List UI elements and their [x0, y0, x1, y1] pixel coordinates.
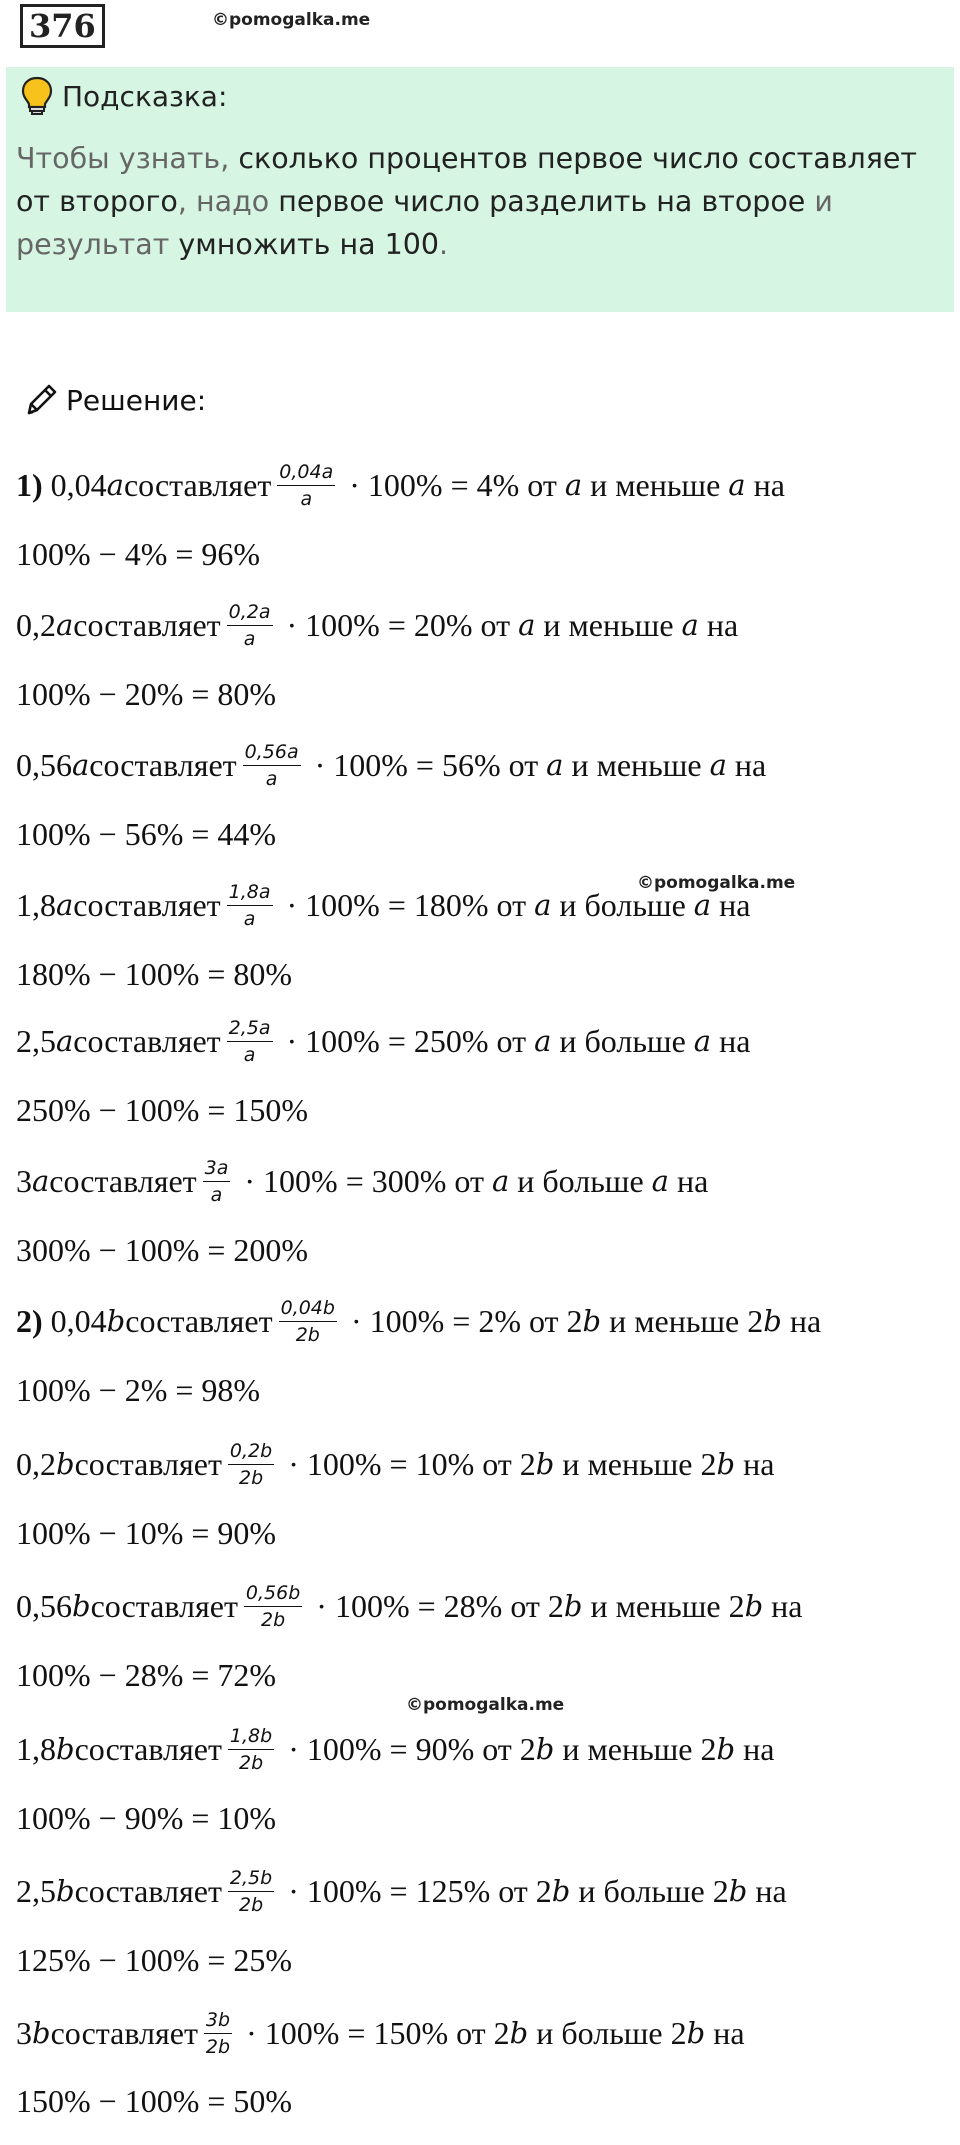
verb: составляет	[73, 886, 221, 923]
variable: b	[56, 1874, 75, 1908]
hint-box	[6, 67, 954, 312]
cmp-variable: b	[716, 1447, 736, 1481]
hint-emphasis: первое число разделить на второе	[278, 185, 806, 218]
fraction-numerator: 2,5a	[227, 1017, 273, 1042]
hint-header	[20, 76, 227, 116]
expression: · 100% = 180% от	[278, 886, 535, 923]
equation: 180% − 100% = 80%	[16, 955, 293, 992]
cmp-variable: a	[728, 468, 746, 502]
fraction	[227, 1017, 273, 1066]
solution-line	[16, 799, 276, 869]
variable: a	[72, 748, 90, 782]
hint-title: Подсказка:	[62, 79, 228, 113]
line-end: на	[726, 746, 767, 783]
fraction-numerator: 1,8b	[228, 1725, 274, 1750]
coefficient: 0,56	[16, 746, 72, 783]
coefficient: 0,2	[16, 606, 56, 643]
verb: составляет	[90, 1587, 238, 1624]
fraction-denominator: a	[243, 627, 256, 650]
line-end: на	[781, 1302, 822, 1339]
comparison: и больше	[551, 1022, 694, 1059]
line-end: на	[711, 886, 751, 923]
equation: 250% − 100% = 150%	[16, 1091, 309, 1128]
verb: составляет	[74, 1872, 222, 1909]
cmp-variable: b	[728, 1874, 748, 1908]
expression: · 100% = 4% от	[341, 466, 565, 503]
line-end: на	[711, 1022, 751, 1059]
coefficient: 2,5	[16, 1022, 56, 1059]
equation: 100% − 2% = 98%	[16, 1371, 261, 1408]
fraction-denominator: a	[300, 487, 313, 510]
cmp-coefficient: 2	[700, 1730, 717, 1767]
ref-coefficient: 2	[535, 1872, 552, 1909]
variable: a	[56, 1024, 74, 1058]
solution-line	[16, 1006, 750, 1076]
verb: составляет	[74, 1730, 222, 1767]
fraction-numerator: 0,04b	[279, 1297, 337, 1322]
fraction-denominator: 2b	[261, 1608, 286, 1631]
solution-line	[16, 590, 738, 660]
comparison: и меньше	[582, 1587, 729, 1624]
expression: · 100% = 20% от	[278, 606, 519, 643]
verb: составляет	[50, 2014, 198, 2051]
variable: b	[106, 1304, 126, 1338]
cmp-variable: a	[693, 1024, 712, 1058]
expression: · 100% = 28% от	[308, 1587, 548, 1624]
equation: 100% − 10% = 90%	[16, 1514, 277, 1551]
line-end: на	[763, 1587, 803, 1624]
fraction	[227, 601, 273, 650]
comparison: и меньше	[582, 466, 729, 503]
equation: 100% − 90% = 10%	[16, 1799, 277, 1836]
fraction-denominator: a	[210, 1183, 223, 1206]
equation: 125% − 100% = 25%	[16, 1941, 293, 1978]
fraction-denominator: a	[265, 767, 278, 790]
solution-line	[16, 1571, 803, 1641]
coefficient: 3	[16, 2014, 32, 2051]
verb: составляет	[125, 1302, 273, 1339]
fraction-denominator: 2b	[238, 1893, 264, 1916]
fraction-numerator: 0,2a	[227, 601, 273, 626]
line-end: на	[735, 1445, 775, 1482]
comparison: и меньше	[601, 1302, 748, 1339]
variable: b	[56, 1447, 75, 1481]
ref-variable: b	[535, 1732, 555, 1766]
fraction-numerator: 1,8a	[227, 881, 273, 906]
cmp-variable: b	[744, 1589, 764, 1623]
comparison: и больше	[509, 1162, 652, 1199]
coefficient: 1,8	[16, 1730, 56, 1767]
comparison: и меньше	[554, 1445, 701, 1482]
pencil-icon	[20, 380, 60, 420]
comparison: и больше	[551, 886, 694, 923]
ref-variable: b	[535, 1447, 555, 1481]
fraction-numerator: 2,5b	[228, 1867, 274, 1892]
solution-line	[16, 1856, 787, 1926]
fraction-numerator: 0,56b	[244, 1582, 302, 1607]
variable: b	[56, 1732, 75, 1766]
solution-line	[16, 1925, 292, 1995]
coefficient: 2,5	[16, 1872, 56, 1909]
fraction	[204, 2009, 232, 2058]
verb: составляет	[89, 746, 237, 783]
comparison: и больше	[570, 1872, 713, 1909]
equation: 100% − 28% = 72%	[16, 1656, 277, 1693]
variable: a	[32, 1164, 50, 1198]
hint-segment: Чтобы узнать,	[16, 142, 239, 175]
solution-line	[16, 659, 276, 729]
fraction	[203, 1157, 231, 1206]
solution-line	[16, 1714, 774, 1784]
solution-line	[16, 1146, 708, 1216]
expression: · 100% = 125% от	[280, 1872, 536, 1909]
solution-line	[16, 1355, 260, 1425]
fraction	[279, 1297, 337, 1346]
equation: 150% − 100% = 50%	[16, 2082, 293, 2119]
verb: составляет	[74, 1445, 222, 1482]
equation: 100% − 20% = 80%	[16, 675, 277, 712]
cmp-coefficient: 2	[700, 1445, 717, 1482]
ref-coefficient: 2	[547, 1587, 564, 1624]
ref-variable: b	[509, 2016, 529, 2050]
solution-line	[16, 1783, 276, 1853]
watermark: ©pomogalka.me	[212, 10, 371, 30]
ref-variable: a	[564, 468, 583, 502]
ref-variable: a	[534, 1024, 552, 1058]
fraction-denominator: 2b	[238, 1466, 264, 1489]
solution-line	[16, 1429, 774, 1499]
comparison: и больше	[528, 2014, 671, 2051]
equation: 100% − 56% = 44%	[16, 815, 277, 852]
solution-line	[16, 1498, 276, 1568]
fraction-numerator: 3b	[204, 2009, 232, 2034]
expression: · 100% = 250% от	[278, 1022, 535, 1059]
ref-variable: a	[518, 608, 536, 642]
equation: 100% − 4% = 96%	[16, 535, 261, 572]
variable: b	[72, 1589, 91, 1623]
cmp-coefficient: 2	[728, 1587, 745, 1624]
line-end: на	[705, 2014, 745, 2051]
fraction	[228, 1440, 274, 1489]
cmp-variable: a	[651, 1164, 669, 1198]
expression: · 100% = 90% от	[280, 1730, 520, 1767]
cmp-coefficient: 2	[747, 1302, 764, 1339]
solution-line	[16, 519, 260, 589]
expression: · 100% = 2% от	[342, 1302, 567, 1339]
cmp-coefficient: 2	[712, 1872, 729, 1909]
expression: · 100% = 56% от	[306, 746, 547, 783]
expression: · 100% = 10% от	[280, 1445, 520, 1482]
solution-line	[16, 1215, 308, 1285]
variable: a	[56, 888, 74, 922]
item-label: 2)	[16, 1302, 43, 1339]
solution-header	[20, 380, 206, 420]
comparison: и меньше	[554, 1730, 701, 1767]
hint-emphasis: умножить на 100	[178, 228, 440, 261]
fraction	[228, 1867, 274, 1916]
cmp-variable: a	[693, 888, 712, 922]
fraction-denominator: a	[243, 1043, 256, 1066]
cmp-variable: b	[686, 2016, 706, 2050]
solution-line	[16, 939, 292, 1009]
solution-title: Решение:	[66, 383, 207, 417]
fraction-denominator: 2b	[238, 1751, 264, 1774]
hint-emphasis: сколько процентов первое число составляет от второго	[16, 142, 917, 218]
solution-line	[16, 1998, 745, 2068]
variable: a	[56, 608, 74, 642]
ref-coefficient: 2	[566, 1302, 583, 1339]
coefficient: 0,04	[50, 1302, 107, 1339]
solution-line	[16, 1286, 821, 1356]
fraction	[243, 741, 301, 790]
hint-segment: , надо	[177, 185, 279, 218]
line-end: на	[698, 606, 739, 643]
ref-variable: a	[546, 748, 564, 782]
coefficient: 3	[16, 1162, 32, 1199]
comparison: и меньше	[535, 606, 682, 643]
watermark: ©pomogalka.me	[637, 873, 796, 893]
solution-line	[16, 2066, 292, 2136]
solution-line	[16, 450, 785, 520]
coefficient: 0,56	[16, 1587, 72, 1624]
task-number: 376	[20, 4, 105, 48]
solution-line	[16, 730, 766, 800]
fraction-denominator: 2b	[205, 2035, 231, 2058]
verb: составляет	[73, 1022, 221, 1059]
ref-variable: b	[551, 1874, 571, 1908]
cmp-coefficient: 2	[670, 2014, 687, 2051]
cmp-variable: b	[716, 1732, 736, 1766]
line-end: на	[745, 466, 785, 503]
hint-segment: .	[439, 228, 449, 261]
hint-text	[16, 137, 951, 266]
fraction-denominator: a	[243, 907, 256, 930]
coefficient: 1,8	[16, 886, 56, 923]
fraction	[244, 1582, 302, 1631]
line-end: на	[735, 1730, 775, 1767]
verb: составляет	[123, 466, 272, 503]
cmp-variable: a	[681, 608, 699, 642]
fraction-numerator: 0,2b	[228, 1440, 274, 1465]
line-end: на	[668, 1162, 709, 1199]
coefficient: 0,2	[16, 1445, 56, 1482]
fraction-numerator: 0,56a	[243, 741, 301, 766]
fraction	[227, 881, 273, 930]
watermark: ©pomogalka.me	[406, 1695, 565, 1715]
verb: составляет	[73, 606, 221, 643]
ref-coefficient: 2	[519, 1730, 536, 1767]
fraction-denominator: 2b	[295, 1323, 320, 1346]
fraction-numerator: 0,04a	[277, 461, 335, 486]
comparison: и меньше	[563, 746, 710, 783]
verb: составляет	[49, 1162, 197, 1199]
solution-line	[16, 1075, 308, 1145]
ref-coefficient: 2	[493, 2014, 510, 2051]
fraction-numerator: 3a	[203, 1157, 231, 1182]
item-label: 1)	[16, 466, 43, 503]
expression: · 100% = 150% от	[238, 2014, 494, 2051]
cmp-variable: a	[709, 748, 727, 782]
ref-variable: a	[534, 888, 552, 922]
coefficient: 0,04	[50, 466, 107, 503]
fraction	[228, 1725, 274, 1774]
variable: b	[32, 2016, 51, 2050]
fraction	[277, 461, 335, 510]
hint-segment: и результат	[16, 185, 833, 261]
equation: 300% − 100% = 200%	[16, 1231, 309, 1268]
expression: · 100% = 300% от	[236, 1162, 492, 1199]
variable: a	[106, 468, 124, 502]
line-end: на	[747, 1872, 787, 1909]
solution-line	[16, 1640, 276, 1710]
lightbulb-icon	[20, 76, 54, 116]
ref-variable: a	[491, 1164, 510, 1198]
ref-variable: b	[563, 1589, 583, 1623]
ref-variable: b	[582, 1304, 602, 1338]
ref-coefficient: 2	[519, 1445, 536, 1482]
cmp-variable: b	[763, 1304, 782, 1338]
